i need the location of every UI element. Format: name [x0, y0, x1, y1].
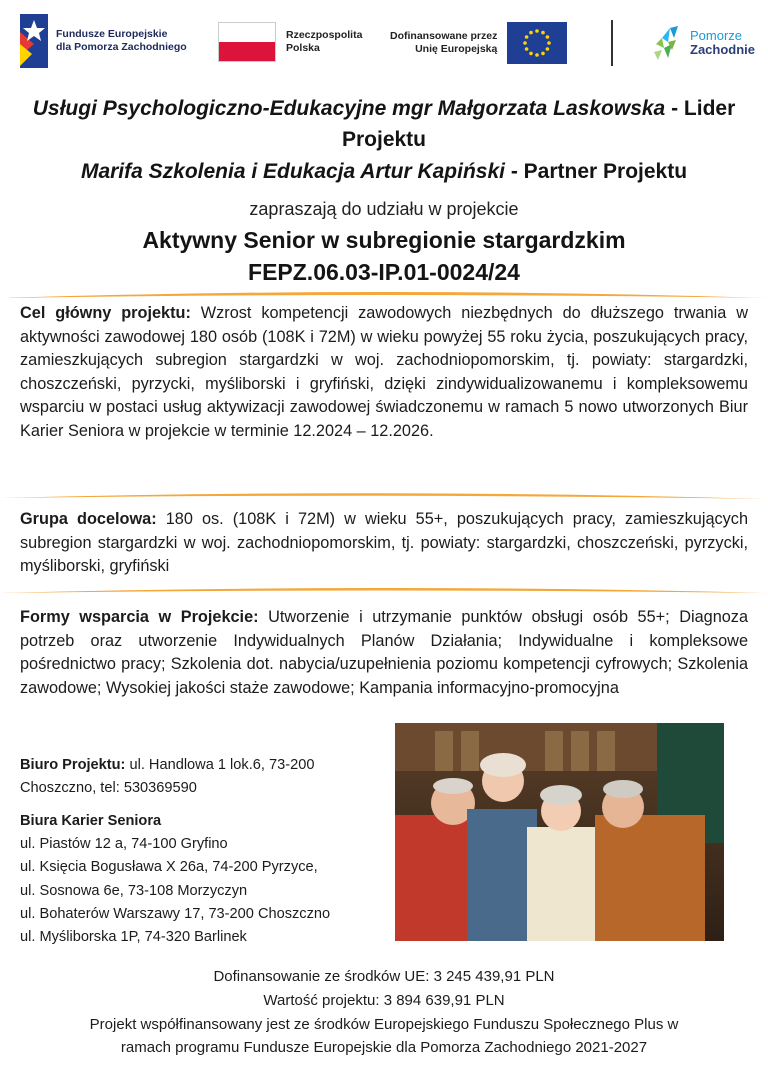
project-value: Wartość projektu: 3 894 639,91 PLN	[263, 991, 505, 1009]
logo-bar	[0, 0, 768, 84]
ue-logo-line2: Unię Europejską	[415, 43, 498, 55]
pz-logo-line1: Pomorze	[690, 28, 743, 43]
career-office-item: ul. Sosnowa 6e, 73-108 Morzyczyn	[20, 882, 248, 899]
support-forms-text: Utworzenie i utrzymanie punktów obsługi osób 55+; Diagnoza potrzeb oraz utworzenie Indywidualnych Planów Działania; Indywidualne i kompleksowe pośrednictwo pracy; Szkolenia dot. nabycia/uzupełnienia poziomu kompetencji cyfrowych; Szkolenia zawodowe; Wysokiej jakości staże zawodowe; Kampania informacyjno-promocyjna	[20, 608, 749, 697]
seniors-group-photo	[395, 723, 724, 941]
project-goal-text: Wzrost kompetencji zawodowych niezbędnych do dłuższego trwania w aktywności zawodowej 180 osób (108K i 72M) w wieku powyżej 55 roku życia, poszukujących pracy, zamieszkujących subregion stargardzki w woj. zachodniopomorskim, tj. powiaty: stargardzki, choszczeński, pyrzycki, myśliborski i gryfiński, dzięki zindywidualizowanemu i kompleksowemu wsparciu w postaci usług aktywizacji zawodowej świadczonemu w ramach 5 nowo utworzonych Biur Karier Seniora w projekcie w terminie 12.2024 – 12.2026.	[20, 304, 748, 440]
project-office	[20, 754, 380, 800]
fundusze-europejskie-logo	[20, 14, 187, 68]
project-goal-label: Cel główny projektu:	[20, 304, 191, 322]
rzeczpospolita-logo	[218, 22, 362, 62]
project-office-label: Biuro Projektu:	[20, 757, 126, 773]
fe-logo-line1: Fundusze Europejskie	[56, 28, 168, 40]
project-office-line1: ul. Handlowa 1 lok.6, 73-200	[125, 757, 315, 773]
pomorze-zachodnie-emblem-icon	[652, 24, 686, 62]
career-office-item: ul. Bohaterów Warszawy 17, 73-200 Choszczno	[20, 905, 331, 922]
project-leader	[0, 93, 768, 155]
partner-name: Marifa Szkolenia i Edukacja Artur Kapiński	[80, 160, 505, 183]
pomorze-zachodnie-logo	[652, 24, 755, 62]
eu-funding-amount: Dofinansowanie ze środków UE: 3 245 439,91 PLN	[213, 968, 555, 985]
career-office-item: ul. Księcia Bogusława X 26a, 74-200 Pyrzyce,	[20, 859, 318, 876]
rp-logo-line2: Polska	[286, 42, 320, 54]
footer	[0, 965, 768, 1060]
eu-flag-icon	[507, 22, 567, 64]
support-forms-label: Formy wsparcia w Projekcie:	[20, 608, 259, 626]
target-group-label: Grupa docelowa:	[20, 510, 157, 528]
project-goal	[20, 302, 748, 444]
cofinancing-note-line1: Projekt współfinansowany jest ze środków Europejskiego Funduszu Społecznego Plus w	[89, 1015, 679, 1033]
career-offices-heading: Biura Karier Seniora	[20, 813, 162, 829]
invite-text: zapraszają do udziału w projekcie	[249, 199, 519, 219]
target-group-text: 180 os. (108K i 72M) w wieku 55+, poszukujących pracy, zamieszkujących subregion stargardzki w woj. zachodniopomorskim, tj. powiaty: stargardzki, choszczeński, pyrzycki, myśliborski, gryfiński	[20, 510, 748, 576]
project-partner	[0, 156, 768, 187]
rp-logo-line1: Rzeczpospolita	[286, 29, 363, 41]
fe-emblem-icon	[20, 14, 48, 68]
career-offices	[20, 810, 400, 949]
ue-logo-line1: Dofinansowane przez	[390, 30, 498, 42]
partner-role: - Partner Projektu	[504, 160, 688, 183]
support-forms	[20, 606, 748, 700]
project-name: Aktywny Senior w subregionie stargardzkim	[142, 227, 626, 253]
eu-cofinancing-logo	[390, 22, 567, 64]
project-office-line2: Choszczno, tel: 530369590	[20, 780, 197, 797]
career-office-item: ul. Piastów 12 a, 74-100 Gryfino	[20, 836, 228, 853]
project-title-block	[0, 224, 768, 288]
project-code: FEPZ.06.03-IP.01-0024/24	[248, 259, 520, 285]
leader-name: Usługi Psychologiczno-Edukacyjne mgr Małgorzata Laskowska	[32, 97, 666, 120]
logo-divider	[611, 20, 613, 66]
polish-flag-icon	[218, 22, 276, 62]
orange-swoosh-divider	[0, 585, 768, 597]
orange-swoosh-divider	[0, 289, 768, 301]
pz-logo-line2: Zachodnie	[690, 42, 756, 57]
career-office-item: ul. Myśliborska 1P, 74-320 Barlinek	[20, 929, 247, 946]
fe-logo-line2: dla Pomorza Zachodniego	[56, 41, 187, 53]
leader-role: - Lider Projektu	[341, 97, 736, 151]
cofinancing-note-line2: ramach programu Fundusze Europejskie dla Pomorza Zachodniego 2021-2027	[120, 1039, 648, 1057]
orange-swoosh-divider	[0, 491, 768, 503]
target-group	[20, 508, 748, 579]
